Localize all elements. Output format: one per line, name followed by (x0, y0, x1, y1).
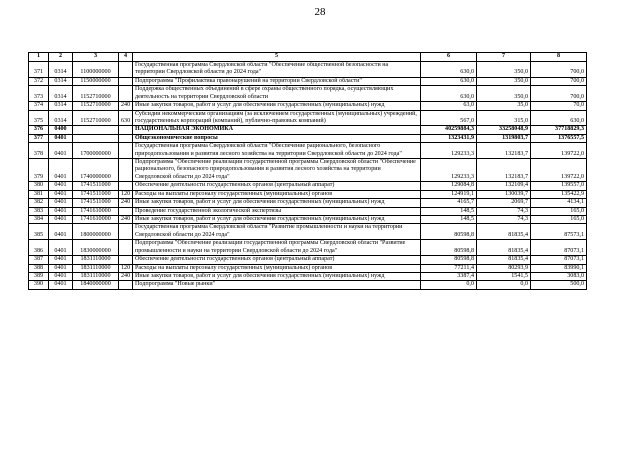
expense-type-code (119, 134, 133, 142)
item-name: Расходы на выплаты персоналу государственных (муниципальных) органов (133, 190, 421, 198)
budget-table (28, 52, 587, 290)
table-row (29, 207, 587, 215)
row-number: 375 (29, 110, 49, 126)
table-row (29, 199, 587, 207)
section-code: 0401 (49, 281, 73, 289)
header-row (29, 53, 587, 62)
item-name: Иные закупки товаров, работ и услуг для обеспечения государственных (муниципальных) нужд (133, 199, 421, 207)
table-row (29, 281, 587, 289)
amount-year-1: 3387,4 (421, 272, 477, 280)
amount-year-3: 700,0 (531, 77, 587, 85)
amount-year-2: 33258048,9 (477, 126, 531, 134)
target-article-code: 1700000000 (73, 143, 119, 159)
item-name: Иные закупки товаров, работ и услуг для обеспечения государственных (муниципальных) нужд (133, 216, 421, 224)
item-name: Государственная программа Свердловской области "Обеспечение общественной безопасности на территории Свердловской области до 2024 года" (133, 62, 421, 78)
section-code: 0314 (49, 62, 73, 78)
row-number: 390 (29, 281, 49, 289)
item-name: Государственная программа Свердловской области "Развитие промышленности и науки на территории Свердловской области до 2024 года" (133, 224, 421, 240)
amount-year-1: 4165,7 (421, 199, 477, 207)
amount-year-3: 500,0 (531, 281, 587, 289)
amount-year-2: 130039,7 (477, 190, 531, 198)
target-article-code: 1741610000 (73, 216, 119, 224)
table-row (29, 240, 587, 256)
amount-year-3: 630,0 (531, 110, 587, 126)
amount-year-2: 81835,4 (477, 256, 531, 264)
expense-type-code (119, 281, 133, 289)
row-number: 384 (29, 216, 49, 224)
item-name: Подпрограмма "Обеспечение реализации государственной программы Свердловской области "Обеспечение рационального, безопасного природопользования и развития лесного хозяйства на территории Свердловской области до 2024 года" (133, 159, 421, 182)
expense-type-code: 240 (119, 102, 133, 110)
item-name: Поддержка общественных объединений в сфере охраны общественного порядка, осуществляющих деятельность на территории Свердловской области (133, 86, 421, 102)
amount-year-2: 1319803,7 (477, 134, 531, 142)
table-row (29, 102, 587, 110)
expense-type-code: 120 (119, 190, 133, 198)
table-row (29, 110, 587, 126)
row-number: 373 (29, 86, 49, 102)
target-article-code: 1840000000 (73, 281, 119, 289)
target-article-code: 1100000000 (73, 62, 119, 78)
section-code: 0401 (49, 264, 73, 272)
section-code: 0401 (49, 272, 73, 280)
page-number: 28 (314, 6, 326, 18)
column-header: 8 (531, 53, 587, 62)
amount-year-3: 87573,1 (531, 224, 587, 240)
table-row (29, 126, 587, 134)
table-body (29, 62, 587, 290)
amount-year-3: 3083,0 (531, 272, 587, 280)
table-row (29, 159, 587, 182)
row-number: 388 (29, 264, 49, 272)
item-name: Подпрограмма "Новые рынки" (133, 281, 421, 289)
item-name: Обеспечение деятельности государственных органов (центральный аппарат) (133, 256, 421, 264)
amount-year-3: 4134,1 (531, 199, 587, 207)
amount-year-1: 80598,8 (421, 224, 477, 240)
table-row (29, 256, 587, 264)
amount-year-1: 630,0 (421, 62, 477, 78)
expense-type-code (119, 77, 133, 85)
item-name: Подпрограмма "Профилактика правонарушений на территории Свердловской области" (133, 77, 421, 85)
expense-type-code: 120 (119, 264, 133, 272)
amount-year-3: 165,0 (531, 207, 587, 215)
table-row (29, 264, 587, 272)
table-row (29, 190, 587, 198)
table-row (29, 272, 587, 280)
amount-year-3: 139722,0 (531, 143, 587, 159)
item-name: Субсидии некоммерческим организациям (за исключением государственных (муниципальных) учреждений, государственных корпораций (компаний), публично-правовых компаний) (133, 110, 421, 126)
target-article-code: 1152710000 (73, 102, 119, 110)
section-code: 0401 (49, 134, 73, 142)
amount-year-1: 630,0 (421, 86, 477, 102)
amount-year-2: 74,3 (477, 216, 531, 224)
section-code: 0314 (49, 86, 73, 102)
section-code: 0400 (49, 126, 73, 134)
row-number: 377 (29, 134, 49, 142)
table-row (29, 143, 587, 159)
target-article-code: 1741610000 (73, 207, 119, 215)
amount-year-2: 35,0 (477, 102, 531, 110)
amount-year-1: 129233,3 (421, 143, 477, 159)
section-code: 0401 (49, 190, 73, 198)
row-number: 379 (29, 159, 49, 182)
amount-year-3: 83990,1 (531, 264, 587, 272)
amount-year-1: 124919,1 (421, 190, 477, 198)
row-number: 371 (29, 62, 49, 78)
amount-year-3: 139557,0 (531, 182, 587, 190)
item-name: Обеспечение деятельности государственных органов (центральный аппарат) (133, 182, 421, 190)
amount-year-1: 80598,8 (421, 256, 477, 264)
amount-year-2: 0,0 (477, 281, 531, 289)
amount-year-3: 700,0 (531, 62, 587, 78)
item-name: Государственная программа Свердловской области "Обеспечение рационального, безопасного природопользования и развития лесного хозяйства на территории Свердловской области до 2024 года" (133, 143, 421, 159)
amount-year-2: 81835,4 (477, 224, 531, 240)
table-row (29, 77, 587, 85)
target-article-code: 1831110000 (73, 272, 119, 280)
target-article-code: 1831110000 (73, 264, 119, 272)
expense-type-code (119, 126, 133, 134)
amount-year-2: 350,0 (477, 86, 531, 102)
item-name: Расходы на выплаты персоналу государственных (муниципальных) органов (133, 264, 421, 272)
item-name: Иные закупки товаров, работ и услуг для обеспечения государственных (муниципальных) нужд (133, 102, 421, 110)
row-number: 374 (29, 102, 49, 110)
table-row (29, 62, 587, 78)
amount-year-2: 1541,5 (477, 272, 531, 280)
amount-year-2: 132109,4 (477, 182, 531, 190)
amount-year-1: 40259884,3 (421, 126, 477, 134)
amount-year-1: 129084,8 (421, 182, 477, 190)
expense-type-code (119, 159, 133, 182)
amount-year-1: 1323431,9 (421, 134, 477, 142)
column-header: 6 (421, 53, 477, 62)
target-article-code: 1800000000 (73, 224, 119, 240)
row-number: 383 (29, 207, 49, 215)
amount-year-3: 87073,1 (531, 256, 587, 264)
amount-year-1: 148,5 (421, 216, 477, 224)
amount-year-3: 87073,1 (531, 240, 587, 256)
section-code: 0401 (49, 159, 73, 182)
section-code: 0314 (49, 110, 73, 126)
expense-type-code (119, 207, 133, 215)
section-code: 0401 (49, 216, 73, 224)
target-article-code: 1741511000 (73, 199, 119, 207)
expense-type-code (119, 143, 133, 159)
item-name: Общеэкономические вопросы (133, 134, 421, 142)
amount-year-2: 81835,4 (477, 240, 531, 256)
target-article-code: 1830000000 (73, 240, 119, 256)
section-code: 0401 (49, 207, 73, 215)
column-header: 4 (119, 53, 133, 62)
amount-year-1: 63,0 (421, 102, 477, 110)
amount-year-3: 1376557,5 (531, 134, 587, 142)
expense-type-code (119, 62, 133, 78)
section-code: 0401 (49, 199, 73, 207)
amount-year-1: 148,5 (421, 207, 477, 215)
row-number: 372 (29, 77, 49, 85)
section-code: 0401 (49, 240, 73, 256)
amount-year-3: 139722,0 (531, 159, 587, 182)
section-code: 0401 (49, 256, 73, 264)
section-code: 0314 (49, 77, 73, 85)
section-code: 0401 (49, 143, 73, 159)
column-header: 7 (477, 53, 531, 62)
expense-type-code (119, 256, 133, 264)
target-article-code: 1741511000 (73, 190, 119, 198)
amount-year-2: 80293,9 (477, 264, 531, 272)
table-row (29, 224, 587, 240)
expense-type-code: 240 (119, 199, 133, 207)
item-name: Проведение государственной экологической экспертизы (133, 207, 421, 215)
target-article-code: 1152710000 (73, 110, 119, 126)
amount-year-3: 70,0 (531, 102, 587, 110)
amount-year-1: 630,0 (421, 77, 477, 85)
amount-year-2: 132183,7 (477, 159, 531, 182)
row-number: 387 (29, 256, 49, 264)
row-number: 385 (29, 224, 49, 240)
column-header: 2 (49, 53, 73, 62)
amount-year-1: 129233,3 (421, 159, 477, 182)
table-row (29, 216, 587, 224)
row-number: 380 (29, 182, 49, 190)
amount-year-3: 700,0 (531, 86, 587, 102)
target-article-code: 1740000000 (73, 159, 119, 182)
amount-year-2: 2069,7 (477, 199, 531, 207)
amount-year-1: 567,0 (421, 110, 477, 126)
amount-year-2: 132183,7 (477, 143, 531, 159)
amount-year-3: 165,0 (531, 216, 587, 224)
row-number: 382 (29, 199, 49, 207)
amount-year-3: 37718829,3 (531, 126, 587, 134)
amount-year-3: 135422,9 (531, 190, 587, 198)
row-number: 381 (29, 190, 49, 198)
section-code: 0401 (49, 224, 73, 240)
table-row (29, 134, 587, 142)
target-article-code: 1152710000 (73, 86, 119, 102)
row-number: 378 (29, 143, 49, 159)
expense-type-code (119, 224, 133, 240)
section-code: 0314 (49, 102, 73, 110)
expense-type-code (119, 86, 133, 102)
row-number: 376 (29, 126, 49, 134)
expense-type-code (119, 240, 133, 256)
target-article-code: 1831110000 (73, 256, 119, 264)
section-code: 0401 (49, 182, 73, 190)
item-name: НАЦИОНАЛЬНАЯ ЭКОНОМИКА (133, 126, 421, 134)
table-row (29, 182, 587, 190)
amount-year-1: 0,0 (421, 281, 477, 289)
target-article-code: 1150000000 (73, 77, 119, 85)
column-header: 3 (73, 53, 119, 62)
amount-year-2: 315,0 (477, 110, 531, 126)
amount-year-1: 80598,8 (421, 240, 477, 256)
item-name: Иные закупки товаров, работ и услуг для обеспечения государственных (муниципальных) нужд (133, 272, 421, 280)
target-article-code (73, 126, 119, 134)
expense-type-code: 240 (119, 272, 133, 280)
amount-year-2: 350,0 (477, 62, 531, 78)
target-article-code (73, 134, 119, 142)
amount-year-1: 77211,4 (421, 264, 477, 272)
expense-type-code: 240 (119, 216, 133, 224)
column-header: 5 (133, 53, 421, 62)
amount-year-2: 350,0 (477, 77, 531, 85)
expense-type-code (119, 182, 133, 190)
row-number: 386 (29, 240, 49, 256)
column-header: 1 (29, 53, 49, 62)
table-row (29, 86, 587, 102)
item-name: Подпрограмма "Обеспечение реализации государственной программы Свердловской области "Развитие промышленности и науки на территории Свердловской области до 2024 года" (133, 240, 421, 256)
row-number: 389 (29, 272, 49, 280)
target-article-code: 1741511000 (73, 182, 119, 190)
amount-year-2: 74,3 (477, 207, 531, 215)
expense-type-code: 630 (119, 110, 133, 126)
